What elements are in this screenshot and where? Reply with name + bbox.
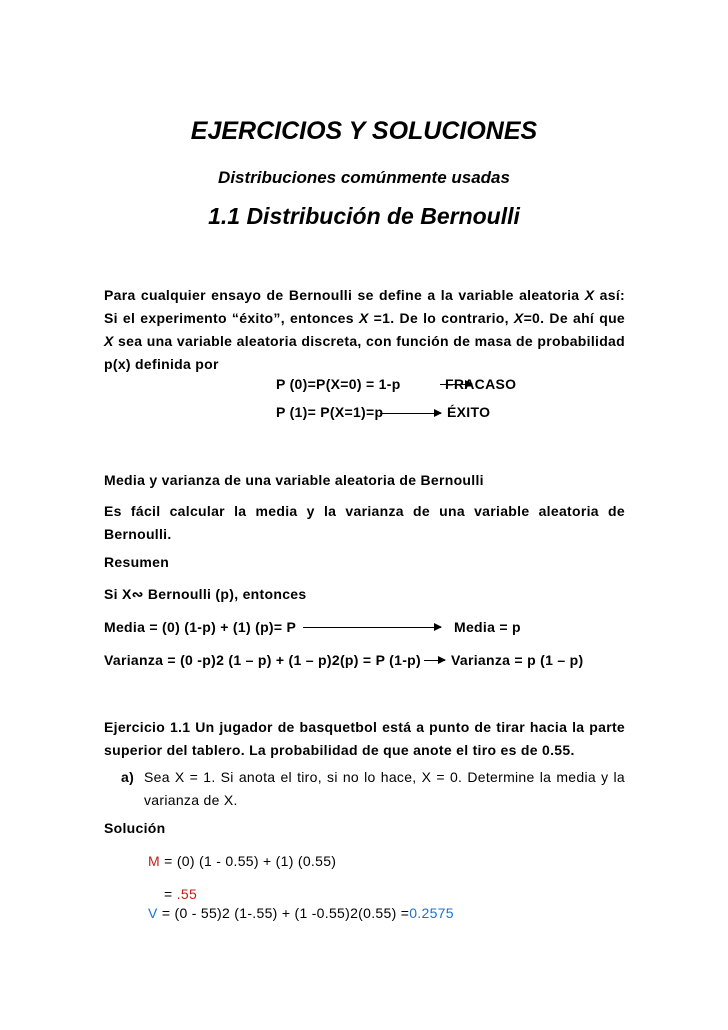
variance-symbol: V <box>148 905 158 921</box>
variance-result: 0.2575 <box>409 905 454 921</box>
item-label: a) <box>121 769 135 785</box>
media-result: Media = p <box>454 619 521 635</box>
mean-result: .55 <box>176 886 198 902</box>
arrow-icon <box>424 660 445 661</box>
mean-symbol: M <box>148 853 160 869</box>
mean-formula: = (0) (1 - 0.55) + (1) (0.55) <box>159 853 337 869</box>
varianza-result: Varianza = p (1 – p) <box>451 652 584 668</box>
arrow-icon <box>380 413 441 414</box>
arrow-icon <box>303 627 441 628</box>
media-formula: Media = (0) (1-p) + (1) (p)= P <box>104 619 297 635</box>
variance-formula: = (0 - 55)2 (1-.55) + (1 -0.55)2(0.55) = <box>157 905 410 921</box>
if-line: Si X∾ Bernoulli (p), entonces <box>104 586 307 602</box>
variance-calculation <box>148 905 454 921</box>
pmf-row2-label: ÉXITO <box>447 404 491 420</box>
pmf-row2-formula: P (1)= P(X=1)=p <box>276 404 384 420</box>
item-text: Sea X = 1. Si anota el tiro, si no lo hace, X = 0. Determine la media y la varianza de X. <box>144 769 625 808</box>
pmf-row1-label: FRACASO <box>445 376 517 392</box>
document-subtitle: Distribuciones comúnmente usadas <box>218 168 510 187</box>
section-title: 1.1 Distribución de Bernoulli <box>208 203 520 229</box>
mean-calculation <box>148 853 336 869</box>
summary-label: Resumen <box>104 554 170 570</box>
intro-paragraph: Para cualquier ensayo de Bernoulli se define a la variable aleatoria X así: Si el experimento “éxito”, entonces X =1. De lo contrario, X=0. De ahí que X sea una variable aleatoria discreta, con función de masa de probabilidad p(x) definida por <box>104 287 626 372</box>
mean-variance-text: Es fácil calcular la media y la varianza de una variable aleatoria de Bernoulli. <box>104 503 625 542</box>
document-title: EJERCICIOS Y SOLUCIONES <box>190 117 538 145</box>
mean-result-line: = .55 <box>164 886 198 902</box>
mean-variance-heading: Media y varianza de una variable aleatoria de Bernoulli <box>104 472 484 488</box>
pmf-row1-formula: P (0)=P(X=0) = 1-p <box>276 376 401 392</box>
exercise-statement: Ejercicio 1.1 Un jugador de basquetbol está a punto de tirar hacia la parte superior del tablero. La probabilidad de que anote el tiro es de 0.55. <box>104 719 625 758</box>
solution-label: Solución <box>104 820 166 836</box>
varianza-formula: Varianza = (0 -p)2 (1 – p) + (1 – p)2(p) = P (1-p) <box>104 652 421 668</box>
